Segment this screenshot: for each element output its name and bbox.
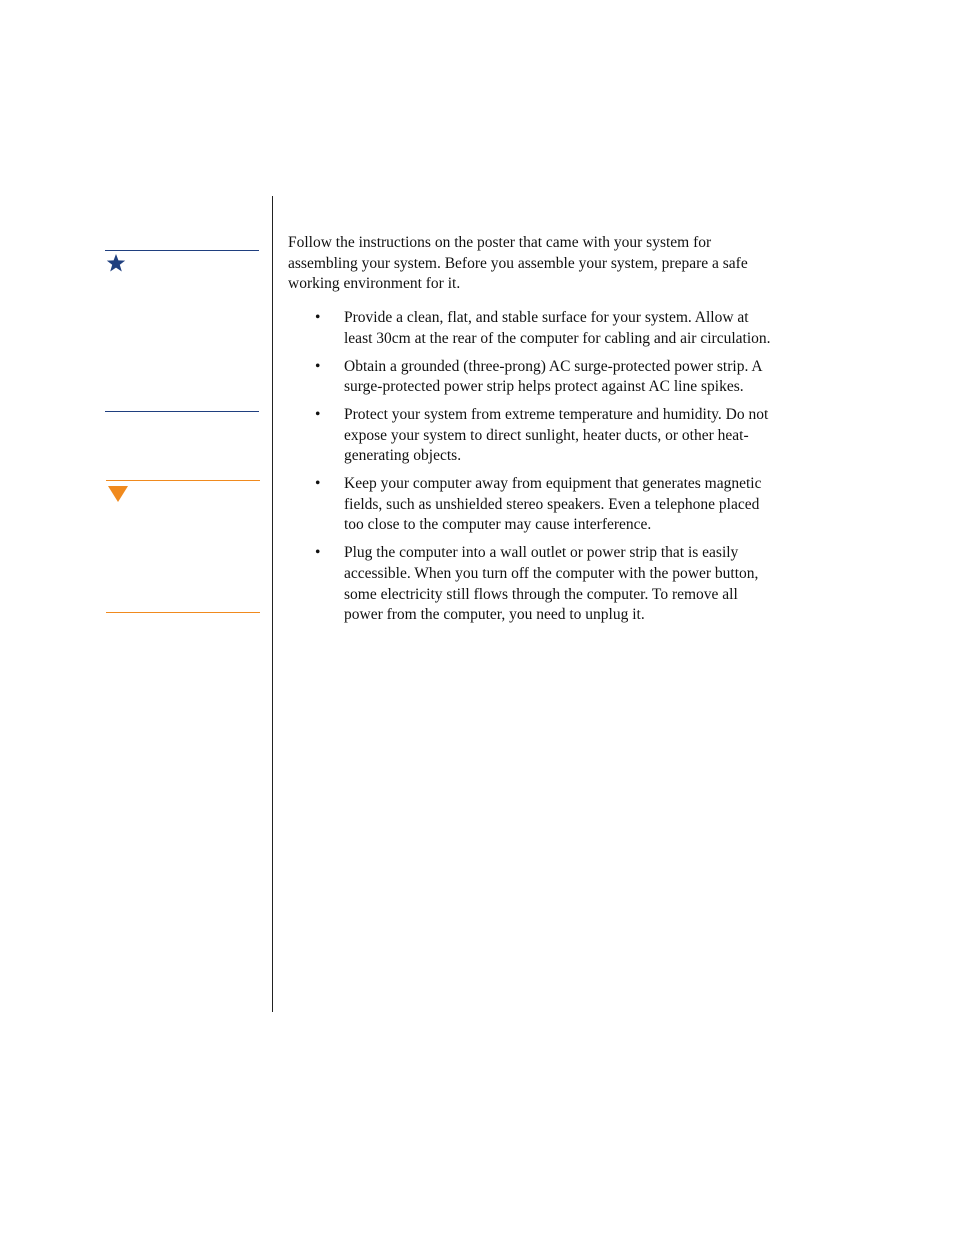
- bullet-mark: •: [315, 405, 321, 423]
- bullet-mark: •: [315, 357, 321, 375]
- bullet-mark: •: [315, 309, 321, 327]
- list-item: [288, 357, 780, 398]
- setup-guidelines-list: [288, 308, 780, 626]
- list-item-text: Plug the computer into a wall outlet or power strip that is easily accessible. When you turn off the computer with the power button, some electricity still flows through the computer. To remove all power from the computer, you need to unplug it.: [344, 544, 759, 624]
- list-item: [288, 405, 780, 467]
- list-item: [288, 543, 780, 626]
- list-item-text: Obtain a grounded (three-prong) AC surge-protected power strip. A surge-protected power strip helps protect against AC line spikes.: [344, 357, 762, 396]
- list-item: [288, 474, 780, 536]
- list-item: [288, 308, 780, 349]
- tip-top-rule: [105, 250, 259, 251]
- bullet-mark: •: [315, 544, 321, 562]
- list-item-text: Protect your system from extreme temperature and humidity. Do not expose your system to direct sunlight, heater ducts, or other heat-generating objects.: [344, 405, 769, 465]
- warning-bottom-rule: [106, 612, 260, 613]
- column-divider: [272, 196, 273, 1012]
- warning-triangle-icon: [107, 485, 129, 503]
- list-item-text: Keep your computer away from equipment that generates magnetic fields, such as unshielded stereo speakers. Even a telephone placed too close to the computer may cause interference.: [344, 475, 762, 534]
- bullet-mark: •: [315, 475, 321, 493]
- warning-top-rule: [106, 480, 260, 481]
- intro-paragraph: Follow the instructions on the poster that came with your system for assembling your system. Before you assemble your system, prepare a safe working environment for it.: [288, 234, 748, 293]
- tip-bottom-rule: [105, 411, 259, 412]
- list-item-text: Provide a clean, flat, and stable surface for your system. Allow at least 30cm at the rear of the computer for cabling and air circulation.: [344, 309, 771, 347]
- star-icon: [106, 253, 126, 273]
- main-content: [288, 233, 780, 633]
